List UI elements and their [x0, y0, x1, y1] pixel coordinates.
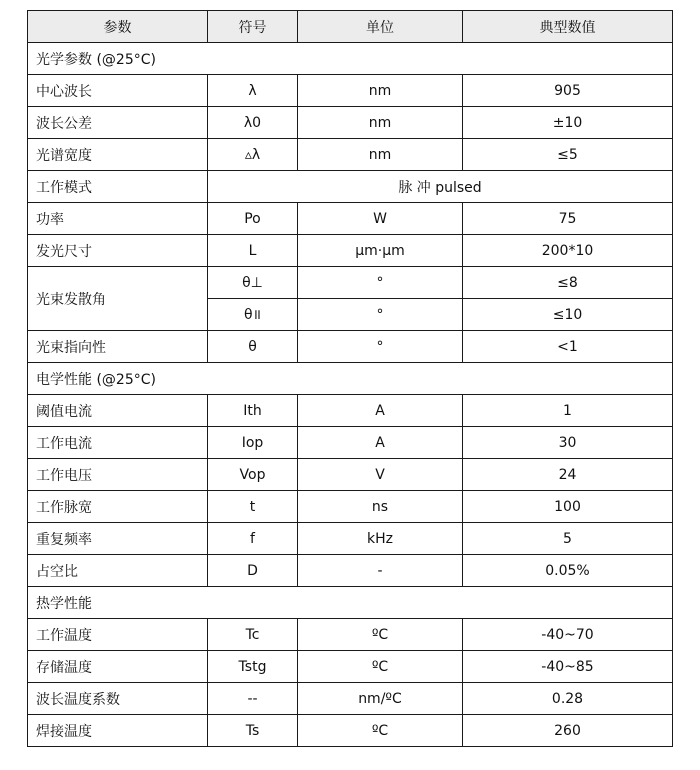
param-value: <1 — [463, 331, 673, 363]
section-title: 光学参数 (@25°C) — [28, 43, 673, 75]
table-row — [28, 107, 673, 139]
param-unit: ºC — [298, 619, 463, 651]
param-name: 中心波长 — [28, 75, 208, 107]
section-row-thermal — [28, 587, 673, 619]
param-name: 工作模式 — [28, 171, 208, 203]
param-symbol: -- — [208, 683, 298, 715]
param-name: 工作脉宽 — [28, 491, 208, 523]
table-row — [28, 203, 673, 235]
table-row-divergence — [28, 267, 673, 299]
param-name: 阈值电流 — [28, 395, 208, 427]
param-symbol: Vop — [208, 459, 298, 491]
param-value: 5 — [463, 523, 673, 555]
param-symbol: ▵λ — [208, 139, 298, 171]
table-row — [28, 683, 673, 715]
param-symbol: Tc — [208, 619, 298, 651]
param-unit: W — [298, 203, 463, 235]
param-value: 脉 冲 pulsed — [208, 171, 673, 203]
param-unit: ° — [298, 331, 463, 363]
param-name: 光束指向性 — [28, 331, 208, 363]
table-row — [28, 75, 673, 107]
param-name: 光谱宽度 — [28, 139, 208, 171]
param-symbol: θ⊥ — [208, 267, 298, 299]
param-value: -40~70 — [463, 619, 673, 651]
param-value: 200*10 — [463, 235, 673, 267]
param-symbol: t — [208, 491, 298, 523]
param-value: ≤8 — [463, 267, 673, 299]
table-row — [28, 619, 673, 651]
section-title: 热学性能 — [28, 587, 673, 619]
param-symbol: f — [208, 523, 298, 555]
table-row — [28, 427, 673, 459]
param-unit: V — [298, 459, 463, 491]
section-title: 电学性能 (@25°C) — [28, 363, 673, 395]
table-row — [28, 715, 673, 747]
header-unit: 单位 — [298, 11, 463, 43]
param-symbol: Iop — [208, 427, 298, 459]
param-value: 0.05% — [463, 555, 673, 587]
param-symbol: L — [208, 235, 298, 267]
param-name: 重复频率 — [28, 523, 208, 555]
table-row — [28, 523, 673, 555]
header-value: 典型数值 — [463, 11, 673, 43]
param-value: 905 — [463, 75, 673, 107]
param-unit: ns — [298, 491, 463, 523]
param-symbol: Ith — [208, 395, 298, 427]
param-name: 工作温度 — [28, 619, 208, 651]
param-unit: ° — [298, 267, 463, 299]
param-unit: - — [298, 555, 463, 587]
param-name: 存储温度 — [28, 651, 208, 683]
param-symbol: θ — [208, 331, 298, 363]
param-name: 焊接温度 — [28, 715, 208, 747]
section-row-electrical — [28, 363, 673, 395]
param-unit: A — [298, 427, 463, 459]
param-value: 75 — [463, 203, 673, 235]
param-value: ±10 — [463, 107, 673, 139]
param-symbol: Po — [208, 203, 298, 235]
param-unit: nm/ºC — [298, 683, 463, 715]
param-value: ≤5 — [463, 139, 673, 171]
param-value: 0.28 — [463, 683, 673, 715]
spec-table — [27, 10, 673, 747]
table-body — [28, 43, 673, 747]
table-row-mode — [28, 171, 673, 203]
param-name: 波长温度系数 — [28, 683, 208, 715]
table-row — [28, 491, 673, 523]
header-param: 参数 — [28, 11, 208, 43]
param-unit: nm — [298, 107, 463, 139]
param-value: 260 — [463, 715, 673, 747]
param-name: 波长公差 — [28, 107, 208, 139]
header-row — [28, 11, 673, 43]
table-row — [28, 555, 673, 587]
param-unit: ° — [298, 299, 463, 331]
table-row — [28, 331, 673, 363]
param-unit: nm — [298, 75, 463, 107]
param-symbol: Ts — [208, 715, 298, 747]
param-name: 工作电压 — [28, 459, 208, 491]
param-value: 30 — [463, 427, 673, 459]
table-row — [28, 459, 673, 491]
table-row — [28, 235, 673, 267]
param-value: ≤10 — [463, 299, 673, 331]
param-symbol: D — [208, 555, 298, 587]
section-row-optical — [28, 43, 673, 75]
param-unit: kHz — [298, 523, 463, 555]
param-name: 功率 — [28, 203, 208, 235]
param-name: 光束发散角 — [28, 267, 208, 331]
param-unit: μm·μm — [298, 235, 463, 267]
param-unit: nm — [298, 139, 463, 171]
param-value: 24 — [463, 459, 673, 491]
param-value: 1 — [463, 395, 673, 427]
param-name: 发光尺寸 — [28, 235, 208, 267]
table-row — [28, 139, 673, 171]
param-value: -40~85 — [463, 651, 673, 683]
param-symbol: λ0 — [208, 107, 298, 139]
param-symbol: λ — [208, 75, 298, 107]
param-unit: A — [298, 395, 463, 427]
table-row — [28, 395, 673, 427]
param-unit: ºC — [298, 715, 463, 747]
param-symbol: Tstg — [208, 651, 298, 683]
param-value: 100 — [463, 491, 673, 523]
param-symbol: θ॥ — [208, 299, 298, 331]
table-header — [28, 11, 673, 43]
header-symbol: 符号 — [208, 11, 298, 43]
table-row — [28, 651, 673, 683]
param-unit: ºC — [298, 651, 463, 683]
param-name: 工作电流 — [28, 427, 208, 459]
param-name: 占空比 — [28, 555, 208, 587]
